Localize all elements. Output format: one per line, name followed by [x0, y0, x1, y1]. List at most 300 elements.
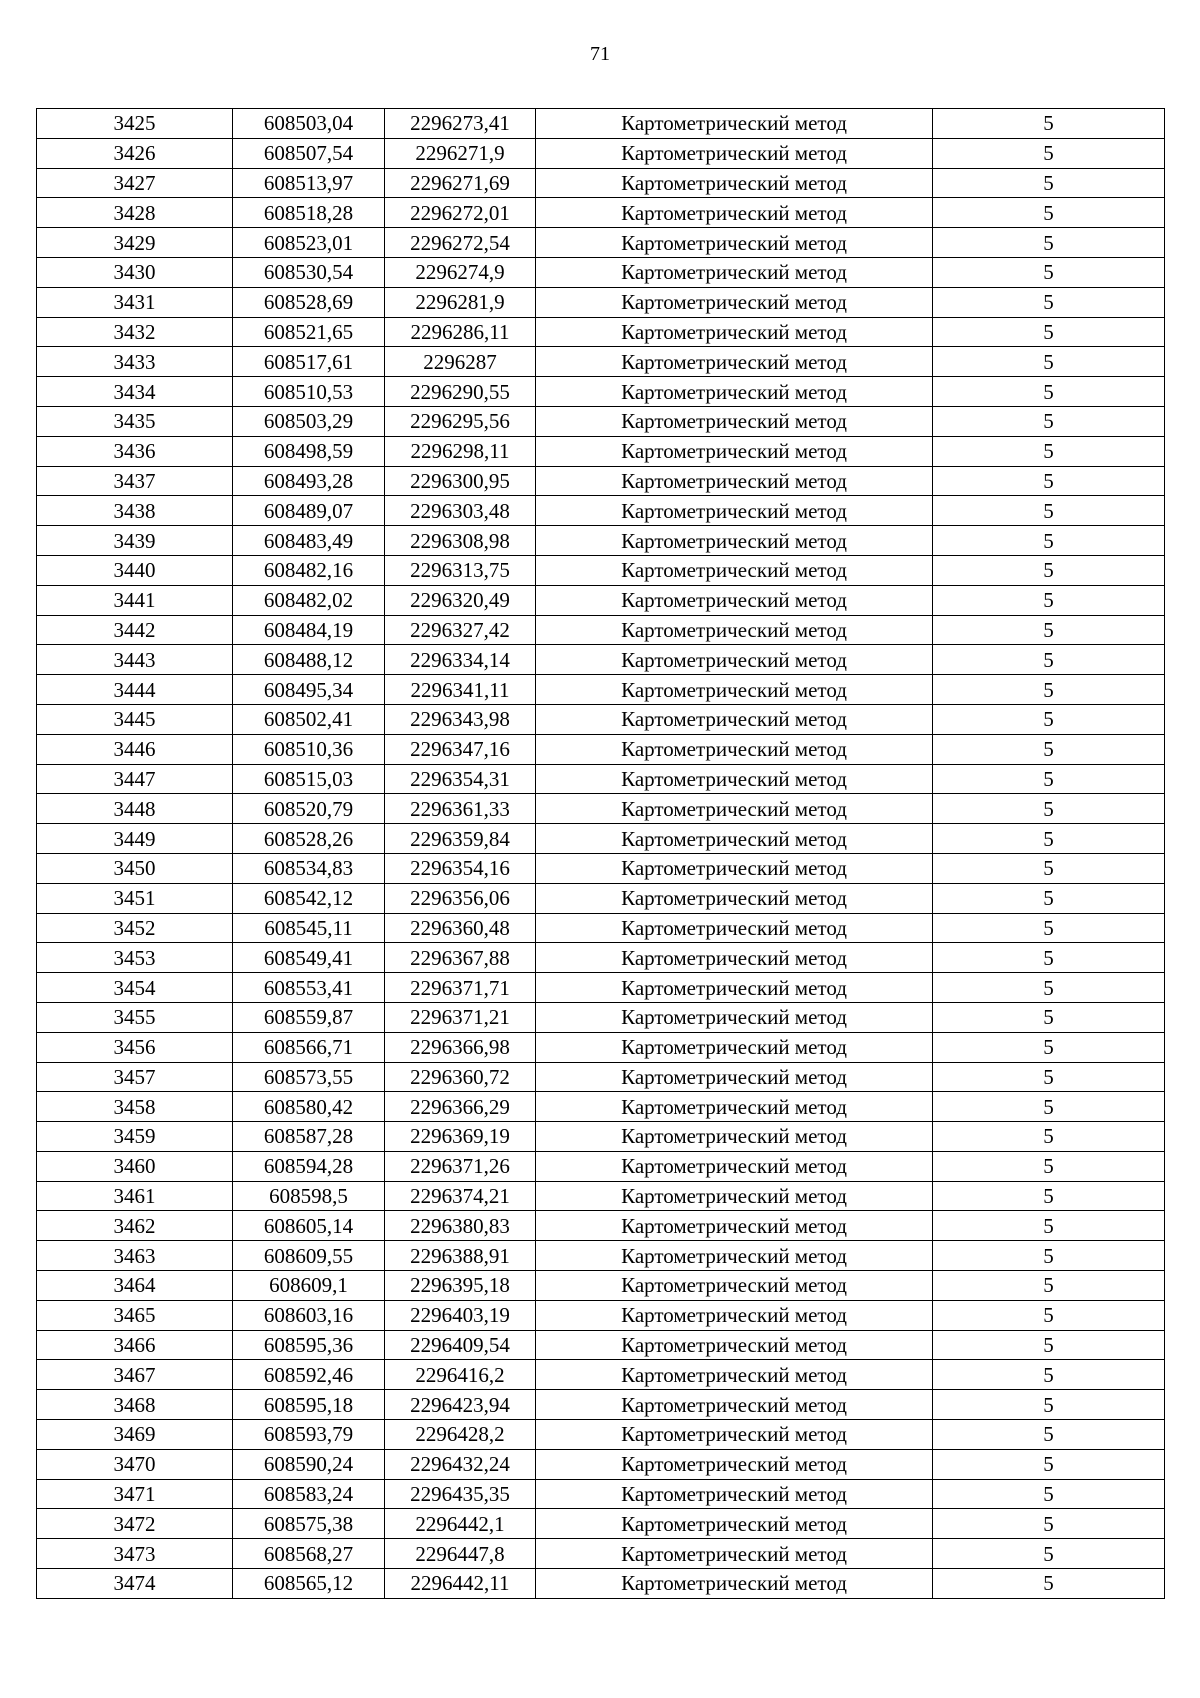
point-number-cell: 3468 [37, 1390, 233, 1420]
accuracy-cell: 5 [933, 317, 1165, 347]
table-row [37, 1569, 1165, 1599]
point-number-cell: 3460 [37, 1151, 233, 1181]
table-row [37, 1449, 1165, 1479]
accuracy-cell: 5 [933, 1569, 1165, 1599]
x-coordinate-cell: 608518,28 [233, 198, 385, 228]
point-number-cell: 3425 [37, 109, 233, 139]
accuracy-cell: 5 [933, 466, 1165, 496]
table-row [37, 1539, 1165, 1569]
y-coordinate-cell: 2296361,33 [385, 794, 536, 824]
x-coordinate-cell: 608482,02 [233, 585, 385, 615]
x-coordinate-cell: 608609,55 [233, 1241, 385, 1271]
x-coordinate-cell: 608503,04 [233, 109, 385, 139]
x-coordinate-cell: 608559,87 [233, 1002, 385, 1032]
accuracy-cell: 5 [933, 436, 1165, 466]
point-number-cell: 3438 [37, 496, 233, 526]
method-cell: Картометрический метод [536, 1360, 933, 1390]
accuracy-cell: 5 [933, 764, 1165, 794]
method-cell: Картометрический метод [536, 1509, 933, 1539]
point-number-cell: 3470 [37, 1449, 233, 1479]
point-number-cell: 3436 [37, 436, 233, 466]
method-cell: Картометрический метод [536, 1032, 933, 1062]
point-number-cell: 3434 [37, 377, 233, 407]
accuracy-cell: 5 [933, 1330, 1165, 1360]
y-coordinate-cell: 2296442,1 [385, 1509, 536, 1539]
method-cell: Картометрический метод [536, 764, 933, 794]
point-number-cell: 3445 [37, 704, 233, 734]
table-row [37, 317, 1165, 347]
point-number-cell: 3462 [37, 1211, 233, 1241]
table-row [37, 1181, 1165, 1211]
accuracy-cell: 5 [933, 168, 1165, 198]
point-number-cell: 3431 [37, 287, 233, 317]
point-number-cell: 3440 [37, 555, 233, 585]
table-row [37, 138, 1165, 168]
table-row [37, 1241, 1165, 1271]
x-coordinate-cell: 608592,46 [233, 1360, 385, 1390]
method-cell: Картометрический метод [536, 1062, 933, 1092]
table-row [37, 1271, 1165, 1301]
x-coordinate-cell: 608517,61 [233, 347, 385, 377]
accuracy-cell: 5 [933, 257, 1165, 287]
x-coordinate-cell: 608595,18 [233, 1390, 385, 1420]
x-coordinate-cell: 608603,16 [233, 1300, 385, 1330]
x-coordinate-cell: 608493,28 [233, 466, 385, 496]
point-number-cell: 3469 [37, 1420, 233, 1450]
point-number-cell: 3459 [37, 1122, 233, 1152]
x-coordinate-cell: 608495,34 [233, 675, 385, 705]
point-number-cell: 3452 [37, 913, 233, 943]
accuracy-cell: 5 [933, 1122, 1165, 1152]
table-row [37, 704, 1165, 734]
accuracy-cell: 5 [933, 943, 1165, 973]
method-cell: Картометрический метод [536, 555, 933, 585]
y-coordinate-cell: 2296360,48 [385, 913, 536, 943]
accuracy-cell: 5 [933, 198, 1165, 228]
point-number-cell: 3466 [37, 1330, 233, 1360]
point-number-cell: 3441 [37, 585, 233, 615]
y-coordinate-cell: 2296347,16 [385, 734, 536, 764]
point-number-cell: 3429 [37, 228, 233, 258]
y-coordinate-cell: 2296395,18 [385, 1271, 536, 1301]
accuracy-cell: 5 [933, 1479, 1165, 1509]
x-coordinate-cell: 608484,19 [233, 615, 385, 645]
method-cell: Картометрический метод [536, 973, 933, 1003]
page-number: 71 [590, 43, 610, 65]
table-row [37, 824, 1165, 854]
accuracy-cell: 5 [933, 1420, 1165, 1450]
y-coordinate-cell: 2296374,21 [385, 1181, 536, 1211]
table-row [37, 1420, 1165, 1450]
coordinates-table [36, 108, 1165, 1599]
accuracy-cell: 5 [933, 496, 1165, 526]
point-number-cell: 3426 [37, 138, 233, 168]
y-coordinate-cell: 2296354,31 [385, 764, 536, 794]
point-number-cell: 3439 [37, 526, 233, 556]
method-cell: Картометрический метод [536, 1300, 933, 1330]
accuracy-cell: 5 [933, 347, 1165, 377]
method-cell: Картометрический метод [536, 526, 933, 556]
method-cell: Картометрический метод [536, 1449, 933, 1479]
method-cell: Картометрический метод [536, 645, 933, 675]
table-row [37, 794, 1165, 824]
accuracy-cell: 5 [933, 1211, 1165, 1241]
table-row [37, 734, 1165, 764]
accuracy-cell: 5 [933, 228, 1165, 258]
accuracy-cell: 5 [933, 1509, 1165, 1539]
table-row [37, 347, 1165, 377]
method-cell: Картометрический метод [536, 138, 933, 168]
table-row [37, 1509, 1165, 1539]
accuracy-cell: 5 [933, 1181, 1165, 1211]
table-row [37, 973, 1165, 1003]
accuracy-cell: 5 [933, 1300, 1165, 1330]
table-row [37, 1062, 1165, 1092]
point-number-cell: 3428 [37, 198, 233, 228]
point-number-cell: 3456 [37, 1032, 233, 1062]
method-cell: Картометрический метод [536, 615, 933, 645]
table-row [37, 585, 1165, 615]
accuracy-cell: 5 [933, 913, 1165, 943]
y-coordinate-cell: 2296432,24 [385, 1449, 536, 1479]
accuracy-cell: 5 [933, 1002, 1165, 1032]
method-cell: Картометрический метод [536, 1569, 933, 1599]
x-coordinate-cell: 608568,27 [233, 1539, 385, 1569]
table-row [37, 853, 1165, 883]
accuracy-cell: 5 [933, 526, 1165, 556]
method-cell: Картометрический метод [536, 794, 933, 824]
accuracy-cell: 5 [933, 1271, 1165, 1301]
accuracy-cell: 5 [933, 794, 1165, 824]
y-coordinate-cell: 2296380,83 [385, 1211, 536, 1241]
x-coordinate-cell: 608573,55 [233, 1062, 385, 1092]
point-number-cell: 3474 [37, 1569, 233, 1599]
method-cell: Картометрический метод [536, 1092, 933, 1122]
method-cell: Картометрический метод [536, 1211, 933, 1241]
table-row [37, 436, 1165, 466]
y-coordinate-cell: 2296403,19 [385, 1300, 536, 1330]
y-coordinate-cell: 2296371,71 [385, 973, 536, 1003]
point-number-cell: 3472 [37, 1509, 233, 1539]
method-cell: Картометрический метод [536, 377, 933, 407]
y-coordinate-cell: 2296369,19 [385, 1122, 536, 1152]
x-coordinate-cell: 608598,5 [233, 1181, 385, 1211]
x-coordinate-cell: 608549,41 [233, 943, 385, 973]
x-coordinate-cell: 608587,28 [233, 1122, 385, 1152]
method-cell: Картометрический метод [536, 1539, 933, 1569]
point-number-cell: 3450 [37, 853, 233, 883]
y-coordinate-cell: 2296366,98 [385, 1032, 536, 1062]
y-coordinate-cell: 2296360,72 [385, 1062, 536, 1092]
y-coordinate-cell: 2296303,48 [385, 496, 536, 526]
y-coordinate-cell: 2296354,16 [385, 853, 536, 883]
method-cell: Картометрический метод [536, 1122, 933, 1152]
x-coordinate-cell: 608609,1 [233, 1271, 385, 1301]
x-coordinate-cell: 608523,01 [233, 228, 385, 258]
y-coordinate-cell: 2296359,84 [385, 824, 536, 854]
method-cell: Картометрический метод [536, 824, 933, 854]
accuracy-cell: 5 [933, 675, 1165, 705]
method-cell: Картометрический метод [536, 943, 933, 973]
x-coordinate-cell: 608594,28 [233, 1151, 385, 1181]
accuracy-cell: 5 [933, 1092, 1165, 1122]
x-coordinate-cell: 608482,16 [233, 555, 385, 585]
y-coordinate-cell: 2296308,98 [385, 526, 536, 556]
table-row [37, 287, 1165, 317]
point-number-cell: 3463 [37, 1241, 233, 1271]
accuracy-cell: 5 [933, 109, 1165, 139]
method-cell: Картометрический метод [536, 466, 933, 496]
table-row [37, 913, 1165, 943]
y-coordinate-cell: 2296356,06 [385, 883, 536, 913]
point-number-cell: 3465 [37, 1300, 233, 1330]
accuracy-cell: 5 [933, 973, 1165, 1003]
y-coordinate-cell: 2296271,9 [385, 138, 536, 168]
method-cell: Картометрический метод [536, 1390, 933, 1420]
y-coordinate-cell: 2296341,11 [385, 675, 536, 705]
x-coordinate-cell: 608489,07 [233, 496, 385, 526]
point-number-cell: 3427 [37, 168, 233, 198]
y-coordinate-cell: 2296286,11 [385, 317, 536, 347]
x-coordinate-cell: 608510,53 [233, 377, 385, 407]
method-cell: Картометрический метод [536, 734, 933, 764]
table-row [37, 1479, 1165, 1509]
method-cell: Картометрический метод [536, 317, 933, 347]
x-coordinate-cell: 608575,38 [233, 1509, 385, 1539]
method-cell: Картометрический метод [536, 168, 933, 198]
y-coordinate-cell: 2296272,54 [385, 228, 536, 258]
y-coordinate-cell: 2296423,94 [385, 1390, 536, 1420]
y-coordinate-cell: 2296371,21 [385, 1002, 536, 1032]
table-row [37, 1002, 1165, 1032]
method-cell: Картометрический метод [536, 1271, 933, 1301]
y-coordinate-cell: 2296271,69 [385, 168, 536, 198]
y-coordinate-cell: 2296327,42 [385, 615, 536, 645]
point-number-cell: 3473 [37, 1539, 233, 1569]
method-cell: Картометрический метод [536, 1181, 933, 1211]
point-number-cell: 3449 [37, 824, 233, 854]
accuracy-cell: 5 [933, 1539, 1165, 1569]
point-number-cell: 3454 [37, 973, 233, 1003]
coordinates-table-body [37, 109, 1165, 1599]
point-number-cell: 3443 [37, 645, 233, 675]
method-cell: Картометрический метод [536, 883, 933, 913]
method-cell: Картометрический метод [536, 1330, 933, 1360]
accuracy-cell: 5 [933, 734, 1165, 764]
table-row [37, 883, 1165, 913]
y-coordinate-cell: 2296428,2 [385, 1420, 536, 1450]
point-number-cell: 3430 [37, 257, 233, 287]
y-coordinate-cell: 2296388,91 [385, 1241, 536, 1271]
y-coordinate-cell: 2296334,14 [385, 645, 536, 675]
accuracy-cell: 5 [933, 704, 1165, 734]
point-number-cell: 3432 [37, 317, 233, 347]
x-coordinate-cell: 608545,11 [233, 913, 385, 943]
table-row [37, 555, 1165, 585]
y-coordinate-cell: 2296295,56 [385, 406, 536, 436]
x-coordinate-cell: 608521,65 [233, 317, 385, 347]
point-number-cell: 3471 [37, 1479, 233, 1509]
y-coordinate-cell: 2296300,95 [385, 466, 536, 496]
table-row [37, 406, 1165, 436]
method-cell: Картометрический метод [536, 1002, 933, 1032]
method-cell: Картометрический метод [536, 228, 933, 258]
table-row [37, 257, 1165, 287]
y-coordinate-cell: 2296442,11 [385, 1569, 536, 1599]
method-cell: Картометрический метод [536, 198, 933, 228]
point-number-cell: 3442 [37, 615, 233, 645]
method-cell: Картометрический метод [536, 1241, 933, 1271]
point-number-cell: 3435 [37, 406, 233, 436]
method-cell: Картометрический метод [536, 1479, 933, 1509]
accuracy-cell: 5 [933, 377, 1165, 407]
table-row [37, 1390, 1165, 1420]
y-coordinate-cell: 2296447,8 [385, 1539, 536, 1569]
point-number-cell: 3447 [37, 764, 233, 794]
point-number-cell: 3451 [37, 883, 233, 913]
point-number-cell: 3444 [37, 675, 233, 705]
point-number-cell: 3455 [37, 1002, 233, 1032]
accuracy-cell: 5 [933, 1449, 1165, 1479]
table-row [37, 526, 1165, 556]
x-coordinate-cell: 608530,54 [233, 257, 385, 287]
table-row [37, 764, 1165, 794]
x-coordinate-cell: 608488,12 [233, 645, 385, 675]
method-cell: Картометрический метод [536, 406, 933, 436]
table-row [37, 943, 1165, 973]
accuracy-cell: 5 [933, 1390, 1165, 1420]
table-row [37, 1032, 1165, 1062]
x-coordinate-cell: 608605,14 [233, 1211, 385, 1241]
accuracy-cell: 5 [933, 645, 1165, 675]
table-row [37, 377, 1165, 407]
y-coordinate-cell: 2296371,26 [385, 1151, 536, 1181]
x-coordinate-cell: 608528,69 [233, 287, 385, 317]
point-number-cell: 3448 [37, 794, 233, 824]
table-row [37, 1300, 1165, 1330]
x-coordinate-cell: 608583,24 [233, 1479, 385, 1509]
method-cell: Картометрический метод [536, 347, 933, 377]
x-coordinate-cell: 608566,71 [233, 1032, 385, 1062]
accuracy-cell: 5 [933, 287, 1165, 317]
method-cell: Картометрический метод [536, 675, 933, 705]
y-coordinate-cell: 2296273,41 [385, 109, 536, 139]
x-coordinate-cell: 608502,41 [233, 704, 385, 734]
point-number-cell: 3446 [37, 734, 233, 764]
accuracy-cell: 5 [933, 1032, 1165, 1062]
method-cell: Картометрический метод [536, 436, 933, 466]
accuracy-cell: 5 [933, 615, 1165, 645]
x-coordinate-cell: 608498,59 [233, 436, 385, 466]
accuracy-cell: 5 [933, 138, 1165, 168]
point-number-cell: 3433 [37, 347, 233, 377]
accuracy-cell: 5 [933, 883, 1165, 913]
x-coordinate-cell: 608515,03 [233, 764, 385, 794]
y-coordinate-cell: 2296343,98 [385, 704, 536, 734]
point-number-cell: 3453 [37, 943, 233, 973]
x-coordinate-cell: 608580,42 [233, 1092, 385, 1122]
method-cell: Картометрический метод [536, 913, 933, 943]
y-coordinate-cell: 2296290,55 [385, 377, 536, 407]
x-coordinate-cell: 608483,49 [233, 526, 385, 556]
method-cell: Картометрический метод [536, 109, 933, 139]
point-number-cell: 3437 [37, 466, 233, 496]
y-coordinate-cell: 2296416,2 [385, 1360, 536, 1390]
accuracy-cell: 5 [933, 406, 1165, 436]
method-cell: Картометрический метод [536, 496, 933, 526]
accuracy-cell: 5 [933, 585, 1165, 615]
method-cell: Картометрический метод [536, 287, 933, 317]
y-coordinate-cell: 2296320,49 [385, 585, 536, 615]
table-row [37, 675, 1165, 705]
table-row [37, 1211, 1165, 1241]
table-row [37, 1122, 1165, 1152]
accuracy-cell: 5 [933, 824, 1165, 854]
y-coordinate-cell: 2296435,35 [385, 1479, 536, 1509]
table-row [37, 496, 1165, 526]
point-number-cell: 3458 [37, 1092, 233, 1122]
table-row [37, 198, 1165, 228]
y-coordinate-cell: 2296298,11 [385, 436, 536, 466]
x-coordinate-cell: 608595,36 [233, 1330, 385, 1360]
x-coordinate-cell: 608553,41 [233, 973, 385, 1003]
point-number-cell: 3457 [37, 1062, 233, 1092]
accuracy-cell: 5 [933, 1360, 1165, 1390]
y-coordinate-cell: 2296409,54 [385, 1330, 536, 1360]
x-coordinate-cell: 608542,12 [233, 883, 385, 913]
table-row [37, 109, 1165, 139]
accuracy-cell: 5 [933, 1241, 1165, 1271]
point-number-cell: 3464 [37, 1271, 233, 1301]
x-coordinate-cell: 608507,54 [233, 138, 385, 168]
y-coordinate-cell: 2296366,29 [385, 1092, 536, 1122]
method-cell: Картометрический метод [536, 585, 933, 615]
accuracy-cell: 5 [933, 1151, 1165, 1181]
y-coordinate-cell: 2296313,75 [385, 555, 536, 585]
x-coordinate-cell: 608565,12 [233, 1569, 385, 1599]
method-cell: Картометрический метод [536, 257, 933, 287]
x-coordinate-cell: 608510,36 [233, 734, 385, 764]
accuracy-cell: 5 [933, 555, 1165, 585]
x-coordinate-cell: 608590,24 [233, 1449, 385, 1479]
table-row [37, 1151, 1165, 1181]
table-row [37, 645, 1165, 675]
y-coordinate-cell: 2296367,88 [385, 943, 536, 973]
method-cell: Картометрический метод [536, 704, 933, 734]
point-number-cell: 3461 [37, 1181, 233, 1211]
table-row [37, 1092, 1165, 1122]
y-coordinate-cell: 2296272,01 [385, 198, 536, 228]
accuracy-cell: 5 [933, 853, 1165, 883]
table-row [37, 615, 1165, 645]
x-coordinate-cell: 608593,79 [233, 1420, 385, 1450]
table-row [37, 168, 1165, 198]
method-cell: Картометрический метод [536, 853, 933, 883]
table-row [37, 1360, 1165, 1390]
y-coordinate-cell: 2296274,9 [385, 257, 536, 287]
x-coordinate-cell: 608534,83 [233, 853, 385, 883]
table-row [37, 1330, 1165, 1360]
x-coordinate-cell: 608520,79 [233, 794, 385, 824]
accuracy-cell: 5 [933, 1062, 1165, 1092]
x-coordinate-cell: 608513,97 [233, 168, 385, 198]
table-row [37, 466, 1165, 496]
x-coordinate-cell: 608503,29 [233, 406, 385, 436]
y-coordinate-cell: 2296281,9 [385, 287, 536, 317]
x-coordinate-cell: 608528,26 [233, 824, 385, 854]
method-cell: Картометрический метод [536, 1420, 933, 1450]
point-number-cell: 3467 [37, 1360, 233, 1390]
